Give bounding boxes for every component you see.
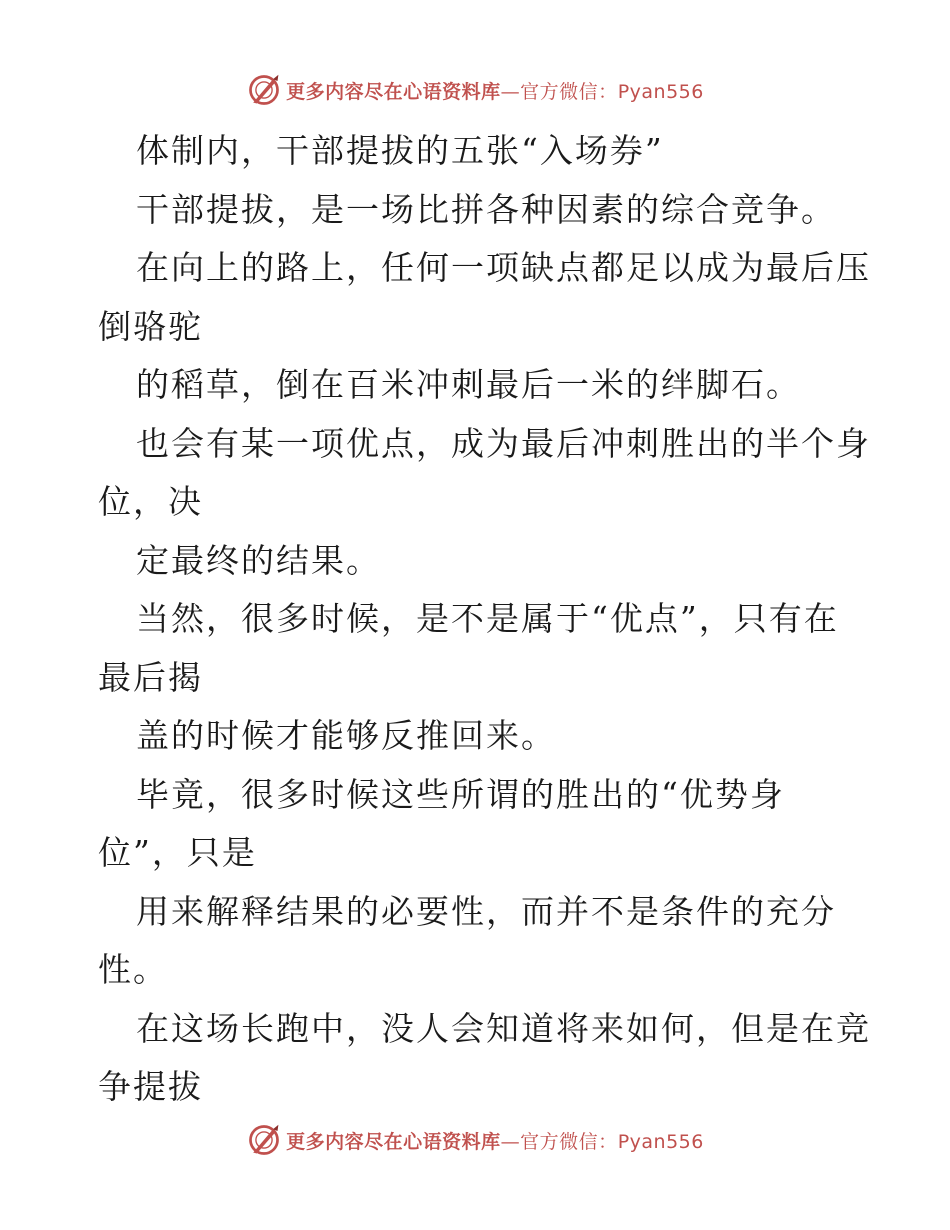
text-line: 的稻草，倒在百米冲刺最后一米的绊脚石。: [136, 365, 801, 404]
text-line: 最后揭: [98, 657, 203, 697]
text-line: 在这场长跑中，没人会知道将来如何，但是在竞: [136, 1008, 871, 1048]
text-line: 争提拔: [98, 1067, 203, 1106]
banner-text: 更多内容尽在心语资料库—官方微信：Pyan556: [286, 80, 704, 103]
text-line: 定最终的结果。: [136, 540, 381, 580]
text-line: 用来解释结果的必要性，而并不是条件的充分: [136, 891, 836, 931]
quill-pen-logo-icon: [246, 72, 282, 108]
text-line: 当然，很多时候，是不是属于“优点”，只有在: [136, 599, 839, 638]
text-line: 位，决: [98, 482, 203, 521]
text-line: 盖的时候才能够反推回来。: [136, 716, 556, 755]
text-line: 毕竟，很多时候这些所谓的胜出的“优势身: [136, 774, 785, 814]
quill-pen-logo-icon: [246, 1122, 282, 1158]
text-line: 位”，只是: [98, 833, 257, 872]
text-line: 倒骆驼: [98, 306, 203, 346]
header-banner: [0, 70, 950, 110]
text-line: 性。: [98, 950, 168, 989]
text-line: 也会有某一项优点，成为最后冲刺胜出的半个身: [136, 423, 871, 463]
document-body: [98, 122, 871, 1117]
text-line: 干部提拔，是一场比拼各种因素的综合竞争。: [136, 189, 836, 229]
text-line: 体制内，干部提拔的五张“入场券”: [136, 131, 664, 170]
banner-text: 更多内容尽在心语资料库—官方微信：Pyan556: [286, 1130, 704, 1153]
text-line: 在向上的路上，任何一项缺点都足以成为最后压: [136, 248, 871, 287]
footer-banner: [0, 1120, 950, 1160]
